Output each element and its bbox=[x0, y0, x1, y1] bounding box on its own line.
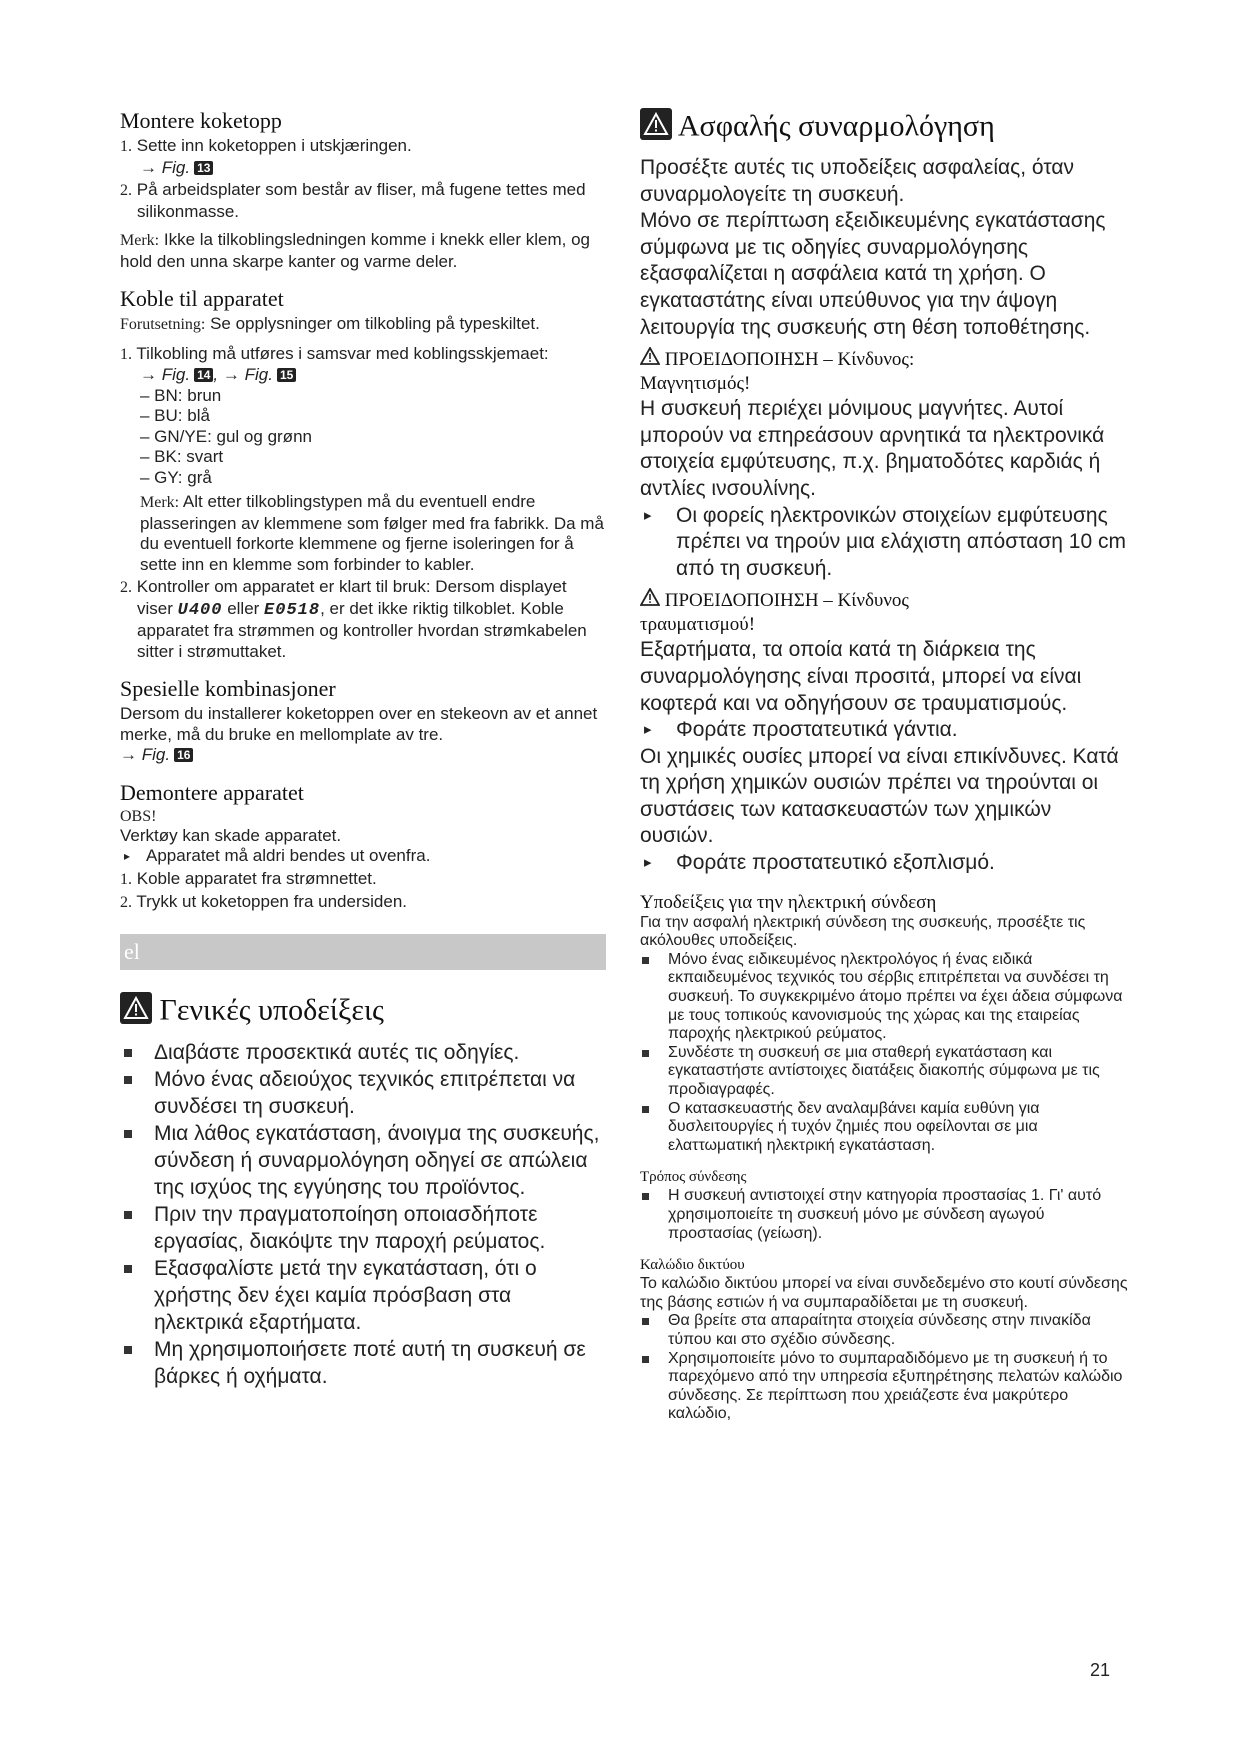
connect-step-2: 2. Kontroller om apparatet er klart til bruk: Dersom displayet viser U400 eller E0518, er det ikke riktig tilkoblet. Koble apparatet fra strømmen og kontroller hvordan strømkabelen sitter i strømuttaket. bbox=[120, 577, 587, 661]
list-item: ▸ Οι φορείς ηλεκτρονικών στοιχείων εμφύτευσης πρέπει να τηρούν μια ελάχιστη απόσταση 10 cm από τη συσκευή. bbox=[640, 503, 1128, 583]
wire-item: – GY: grå bbox=[140, 467, 212, 487]
dismount-bullet: ▸ Apparatet må aldri bendes ut ovenfra. bbox=[120, 846, 606, 867]
wire-item: – BN: brun bbox=[140, 385, 222, 405]
warning-injury-sub: τραυματισμού! bbox=[640, 614, 756, 636]
dismount-warning: Verktøy kan skade apparatet. bbox=[120, 825, 342, 845]
list-item: Μια λάθος εγκατάσταση, άνοιγμα της συσκευής, σύνδεση ή συναρμολόγηση οδηγεί σε απώλεια της ισχύος της εγγύησης του προϊόντος. bbox=[120, 1120, 606, 1201]
warning-magnetism-head: ΠΡΟΕΙΔΟΠΟΙΗΣΗ – Κίνδυνος: bbox=[640, 347, 1128, 372]
section-title-special: Spesielle kombinasjoner bbox=[120, 676, 336, 701]
display-code-e0518: E0518 bbox=[264, 600, 321, 620]
list-item: Ο κατασκευαστής δεν αναλαμβάνει καμία ευθύνη για δυσλειτουργίες ή τυχόν ζημιές που οφείλονται σε μια ελαττωματική ηλεκτρική εγκατάσταση. bbox=[640, 1100, 1128, 1156]
wire-item: – GN/YE: gul og grønn bbox=[140, 426, 312, 446]
special-fig: → Fig. 16 bbox=[120, 745, 606, 766]
warning-triangle-icon bbox=[640, 349, 660, 370]
list-item: ▸ Φοράτε προστατευτικό εξοπλισμό. bbox=[640, 850, 1128, 877]
wire-item: – BK: svart bbox=[140, 447, 224, 466]
mount-step-1-fig: → Fig. 13 bbox=[120, 158, 606, 179]
connection-type-title: Τρόπος σύνδεσης bbox=[640, 1169, 747, 1186]
connect-note: Merk: Alt etter tilkoblingstypen må du eventuell endre plasseringen av klemmene som følger med fra fabrikk. Da må du eventuell forkorte klemmene og fjerne isoleringen for å sette inn en klemme som forbinder to kabler. bbox=[140, 492, 604, 574]
list-item: Πριν την πραγματοποίηση οποιασδήποτε εργασίας, διακόψτε την παροχή ρεύματος. bbox=[120, 1201, 606, 1255]
warning-injury-list bbox=[640, 717, 1128, 744]
display-code-u400: U400 bbox=[177, 600, 223, 620]
figure-ref-15: 15 bbox=[277, 368, 296, 382]
general-list bbox=[120, 1039, 606, 1390]
left-column bbox=[120, 108, 606, 1390]
warning-magnetism-text: Η συσκευή περιέχει μόνιμους μαγνήτες. Αυτοί μπορούν να επηρεάσουν αρνητικά τα ηλεκτρονικά στοιχεία εμφύτευσης, π.χ. βηματοδότες καρδιάς ή αντλίες ινσουλίνης. bbox=[640, 397, 1105, 500]
dismount-bullet-list bbox=[120, 846, 606, 867]
warning-injury-head: ΠΡΟΕΙΔΟΠΟΙΗΣΗ – Κίνδυνος bbox=[640, 588, 1128, 613]
language-bar: el bbox=[120, 934, 606, 970]
warning-triangle-icon bbox=[640, 590, 660, 611]
special-text: Dersom du installerer koketoppen over en stekeovn av et annet merke, må du bruke en mellomplate av tre. bbox=[120, 704, 598, 744]
list-item: Η συσκευή αντιστοιχεί στην κατηγορία προστασίας 1. Γι' αυτό χρησιμοποιείτε τη συσκευή μόνο με σύνδεση αγωγού προστασίας (γείωση). bbox=[640, 1187, 1128, 1243]
warning-chemical-text: Οι χημικές ουσίες μπορεί να είναι επικίνδυνες. Κατά τη χρήση χημικών ουσιών πρέπει να τηρούνται οι συστάσεις των κατασκευαστών των χημικών ουσιών. bbox=[640, 744, 1119, 848]
list-item: Χρησιμοποιείτε μόνο το συμπαραδιδόμενο με τη συσκευή ή το παρεχόμενο από την υπηρεσία εξυπηρέτησης πελατών καλώδιο σύνδεσης. Σε περίπτωση που χρειάζεστε ένα μακρύτερο καλώδιο, bbox=[640, 1350, 1128, 1424]
list-item: Μόνο ένας ειδικευμένος ηλεκτρολόγος ή ένας ειδικά εκπαιδευμένος τεχνικός του σέρβις επιτρέπεται να συνδέσει τη συσκευή. Το συγκεκριμένο άτομο πρέπει να έχει άδεια σύμφωνα με τους τοπικούς κανονισμούς της χώρας και της εταιρείας παροχής ηλεκτρικού ρεύματος. bbox=[640, 951, 1128, 1044]
electrical-intro: Για την ασφαλή ηλεκτρική σύνδεση της συσκευής, προσέξτε τις ακόλουθες υποδείξεις. bbox=[640, 913, 1086, 950]
warning-magnetism-sub: Μαγνητισμός! bbox=[640, 373, 751, 395]
warning-chemical-list bbox=[640, 850, 1128, 877]
list-item: Συνδέστε τη συσκευή σε μια σταθερή εγκατάσταση και εγκαταστήστε αντίστοιχες διατάξεις διακοπής σύμφωνα με τις προδιαγραφές. bbox=[640, 1044, 1128, 1100]
mount-step-1: 1. Sette inn koketoppen i utskjæringen. bbox=[120, 136, 412, 155]
mount-note: Merk: Ikke la tilkoblingsledningen komme i knekk eller klem, og hold den unna skarpe kanter og varme deler. bbox=[120, 230, 590, 271]
electrical-title: Υποδείξεις για την ηλεκτρική σύνδεση bbox=[640, 891, 937, 913]
connect-prerequisite: Forutsetning: Se opplysninger om tilkobling på typeskiltet. bbox=[120, 314, 540, 333]
safe-body: Μόνο σε περίπτωση εξειδικευμένης εγκατάστασης σύμφωνα με τις οδηγίες συναρμολόγησης εξασφαλίζεται η ασφάλεια κατά τη χρήση. Ο εγκαταστάτης είναι υπεύθυνος για την άψογη λειτουργία της συσκευής στη θέση τοποθέτησης. bbox=[640, 209, 1106, 339]
mount-step-2: 2. På arbeidsplater som består av fliser, må fugene tettes med silikonmasse. bbox=[120, 180, 586, 221]
wire-item: – BU: blå bbox=[140, 406, 210, 425]
figure-ref-13: 13 bbox=[194, 161, 213, 175]
safe-intro: Προσέξτε αυτές τις υποδείξεις ασφαλείας, όταν συναρμολογείτε τη συσκευή. bbox=[640, 156, 1074, 206]
warning-injury-text: Εξαρτήματα, τα οποία κατά τη διάρκεια της συναρμολόγησης είναι προσιτά, μπορεί να είναι κοφτερά και να οδηγήσουν σε τραυματισμούς. bbox=[640, 638, 1082, 715]
page-number: 21 bbox=[1090, 1660, 1111, 1680]
dismount-obs: OBS! bbox=[120, 807, 157, 825]
list-item: ▸ Φοράτε προστατευτικά γάντια. bbox=[640, 717, 1128, 744]
right-column bbox=[640, 108, 1128, 1424]
section-title-mount: Montere koketopp bbox=[120, 108, 282, 133]
figure-ref-16: 16 bbox=[174, 748, 193, 762]
warning-icon bbox=[640, 108, 672, 149]
mains-cable-title: Καλώδιο δικτύου bbox=[640, 1257, 745, 1274]
section-title-dismount: Demontere apparatet bbox=[120, 779, 304, 805]
dismount-step-2: 2. Trykk ut koketoppen fra undersiden. bbox=[120, 892, 407, 911]
dismount-step-1: 1. Koble apparatet fra strømnettet. bbox=[120, 868, 377, 888]
mains-cable-list bbox=[640, 1312, 1128, 1424]
warning-icon bbox=[120, 992, 152, 1033]
list-item: Θα βρείτε στα απαραίτητα στοιχεία σύνδεσης στην πινακίδα τύπου και στο σχέδιο σύνδεσης. bbox=[640, 1312, 1128, 1349]
electrical-list bbox=[640, 951, 1128, 1156]
connect-figs: → Fig. 14 , → Fig. 15 bbox=[120, 365, 606, 386]
general-title: Γενικές υποδείξεις bbox=[120, 992, 606, 1033]
list-item: Μόνο ένας αδειούχος τεχνικός επιτρέπεται να συνδέσει τη συσκευή. bbox=[120, 1066, 606, 1120]
section-title-connect: Koble til apparatet bbox=[120, 286, 284, 311]
figure-ref-14: 14 bbox=[194, 368, 213, 382]
safe-assembly-title: Ασφαλής συναρμολόγηση bbox=[640, 108, 1128, 149]
list-item: Διαβάστε προσεκτικά αυτές τις οδηγίες. bbox=[120, 1039, 606, 1066]
list-item: Μη χρησιμοποιήσετε ποτέ αυτή τη συσκευή σε βάρκες ή οχήματα. bbox=[120, 1336, 606, 1390]
list-item: Εξασφαλίστε μετά την εγκατάσταση, ότι ο χρήστης δεν έχει καμία πρόσβαση στα ηλεκτρικά εξαρτήματα. bbox=[120, 1255, 606, 1336]
connect-step-1: 1. Tilkobling må utføres i samsvar med koblingsskjemaet: bbox=[120, 343, 549, 363]
wire-color-list bbox=[120, 386, 606, 489]
warning-magnetism-list bbox=[640, 503, 1128, 583]
connection-type-list bbox=[640, 1187, 1128, 1243]
mains-cable-intro: Το καλώδιο δικτύου μπορεί να είναι συνδεδεμένο στο κουτί σύνδεσης της βάσης εστιών ή να συμπαραδίδεται με τη συσκευή. bbox=[640, 1275, 1128, 1311]
